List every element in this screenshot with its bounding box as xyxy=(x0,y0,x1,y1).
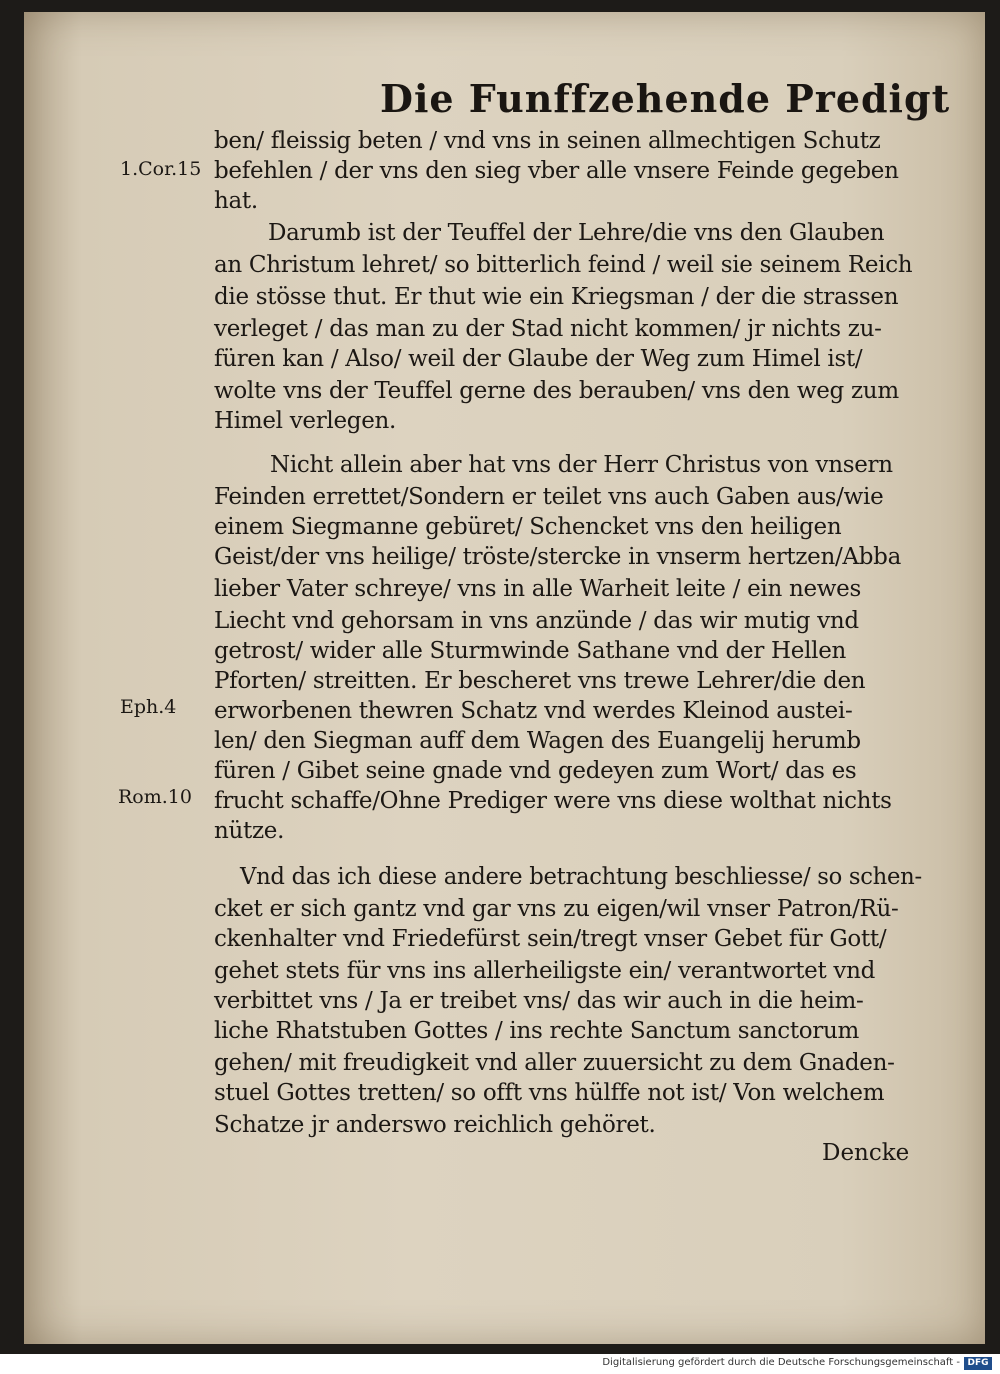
text-line: Schatze jr anderswo reichlich gehöret. xyxy=(214,1112,656,1138)
text-line: gehen/ mit freudigkeit vnd aller zuuersicht zu dem Gnaden- xyxy=(214,1050,895,1076)
text-line: Liecht vnd gehorsam in vns anzünde / das wir mutig vnd xyxy=(214,608,859,634)
text-line: Nicht allein aber hat vns der Herr Christus von vnsern xyxy=(270,452,893,478)
text-line: getrost/ wider alle Sturmwinde Sathane vnd der Hellen xyxy=(214,638,847,664)
text-line: Vnd das ich diese andere betrachtung beschliesse/ so schen- xyxy=(240,864,922,890)
text-line: verleget / das man zu der Stad nicht kommen/ jr nichts zu- xyxy=(214,316,882,342)
dfg-logo: DFG xyxy=(964,1357,992,1370)
text-line: cket er sich gantz vnd gar vns zu eigen/wil vnser Patron/Rü- xyxy=(214,896,899,922)
text-line: gehet stets für vns ins allerheiligste ein/ verantwortet vnd xyxy=(214,958,876,984)
text-line: Darumb ist der Teuffel der Lehre/die vns den Glauben xyxy=(268,220,885,246)
text-line: die stösse thut. Er thut wie ein Kriegsman / der die strassen xyxy=(214,284,899,310)
text-line: lieber Vater schreye/ vns in alle Warheit leite / ein newes xyxy=(214,576,861,602)
margin-note-cor: 1.Cor.15 xyxy=(120,158,202,180)
catchword: Dencke xyxy=(822,1140,910,1166)
text-line: nütze. xyxy=(214,818,285,844)
text-line: Geist/der vns heilige/ tröste/stercke in vnserm hertzen/Abba xyxy=(214,544,902,570)
text-line: liche Rhatstuben Gottes / ins rechte Sanctum sanctorum xyxy=(214,1018,860,1044)
text-line: einem Siegmanne gebüret/ Schencket vns den heiligen xyxy=(214,514,842,540)
text-line: hat. xyxy=(214,188,258,214)
text-line: ckenhalter vnd Friedefürst sein/tregt vnser Gebet für Gott/ xyxy=(214,926,887,952)
text-line: füren / Gibet seine gnade vnd gedeyen zum Wort/ das es xyxy=(214,758,857,784)
text-line: wolte vns der Teuffel gerne des berauben/ vns den weg zum xyxy=(214,378,899,404)
text-line: stuel Gottes tretten/ so offt vns hülffe not ist/ Von welchem xyxy=(214,1080,885,1106)
funding-credit: Digitalisierung gefördert durch die Deutsche Forschungsgemeinschaft - xyxy=(602,1357,960,1368)
text-line: verbittet vns / Ja er treibet vns/ das wir auch in die heim- xyxy=(214,988,864,1014)
text-line: ben/ fleissig beten / vnd vns in seinen allmechtigen Schutz xyxy=(214,128,881,154)
text-line: Himel verlegen. xyxy=(214,408,397,434)
text-line: Pforten/ streitten. Er bescheret vns trewe Lehrer/die den xyxy=(214,668,866,694)
text-line: Feinden errettet/Sondern er teilet vns auch Gaben aus/wie xyxy=(214,484,884,510)
text-line: füren kan / Also/ weil der Glaube der Weg zum Himel ist/ xyxy=(214,346,863,372)
text-line: len/ den Siegman auff dem Wagen des Euangelij herumb xyxy=(214,728,861,754)
margin-note-eph: Eph.4 xyxy=(120,696,177,718)
text-line: erworbenen thewren Schatz vnd werdes Kleinod austei- xyxy=(214,698,853,724)
page-headline: Die Funffzehende Predigt xyxy=(380,76,951,121)
margin-note-rom: Rom.10 xyxy=(118,786,192,808)
text-line: befehlen / der vns den sieg vber alle vnsere Feinde gegeben xyxy=(214,158,899,184)
footer-bar xyxy=(0,1354,1000,1374)
text-line: an Christum lehret/ so bitterlich feind / weil sie seinem Reich xyxy=(214,252,913,278)
text-line: frucht schaffe/Ohne Prediger were vns diese wolthat nichts xyxy=(214,788,892,814)
